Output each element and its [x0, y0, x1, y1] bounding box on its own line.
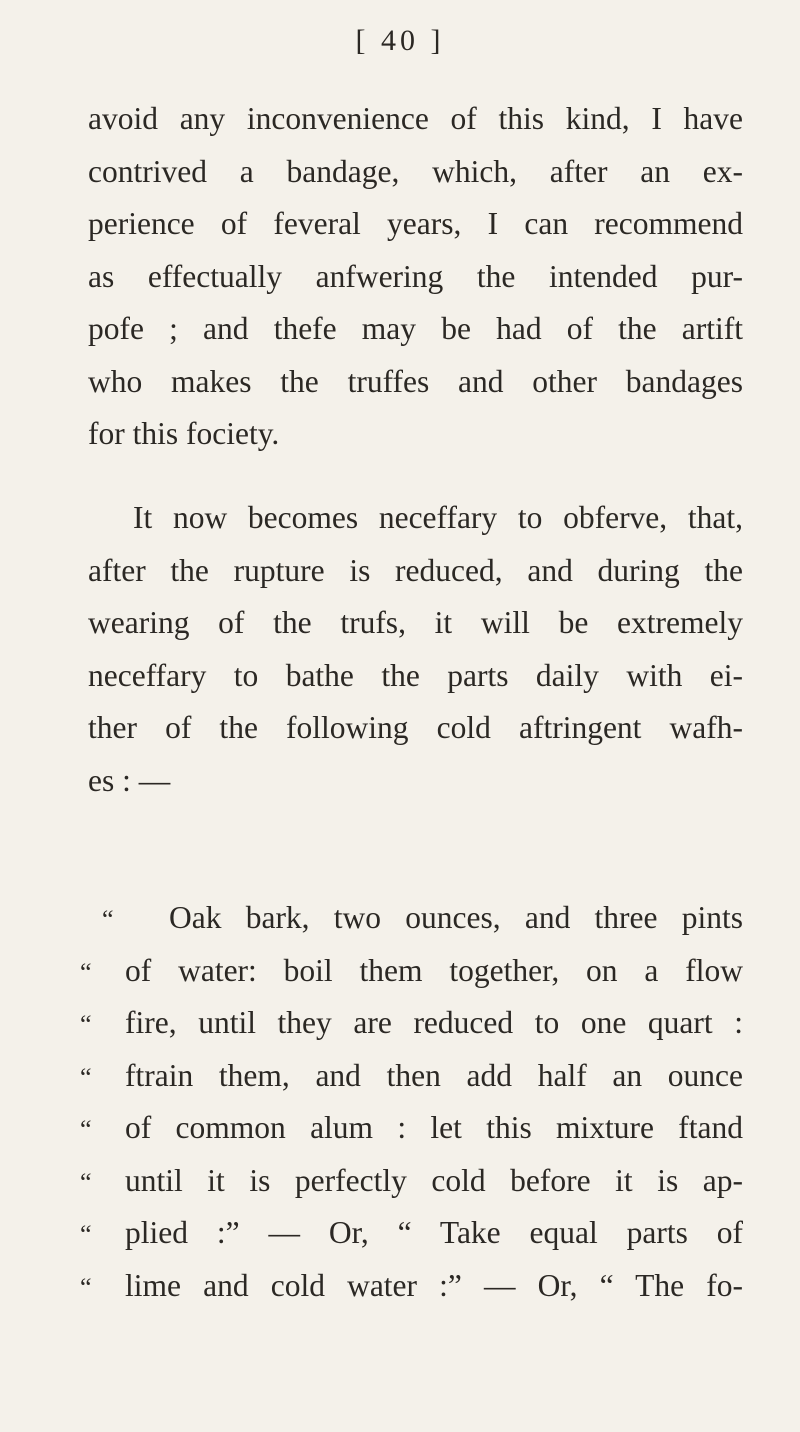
quote-text: until it is perfectly cold before it is ap-: [125, 1162, 743, 1198]
quote-text: ftrain them, and then add half an ounce: [125, 1057, 743, 1093]
text-line: who makes the truffes and other bandages: [88, 363, 743, 399]
quote-line: [80, 892, 743, 945]
text-line: contrived a bandage, which, after an ex-: [88, 153, 743, 189]
quote-mark: “: [80, 1167, 92, 1197]
quote-mark: “: [80, 1115, 92, 1144]
quote-text: of common alum : let this mixture ftand: [125, 1110, 743, 1145]
quote-mark: “: [80, 1220, 92, 1249]
quote-mark: “: [102, 905, 114, 934]
quote-mark: “: [80, 1272, 92, 1302]
quote-line: [80, 997, 743, 1050]
text-line: as effectually anfwering the intended pur-: [88, 258, 743, 294]
quote-mark: “: [80, 1062, 92, 1092]
text-line: perience of feveral years, I can recommend: [88, 206, 743, 241]
text-line: neceffary to bathe the parts daily with ei-: [88, 657, 743, 693]
recipe-quotation: [80, 892, 743, 1312]
text-line: It now becomes neceffary to obferve, that,: [133, 500, 743, 535]
quote-line: [80, 1155, 743, 1208]
text-line: pofe ; and thefe may be had of the artift: [88, 311, 743, 346]
quote-text: Oak bark, two ounces, and three pints: [169, 900, 743, 935]
quote-line: [80, 1102, 743, 1155]
quote-text: plied :” — Or, “ Take equal parts of: [125, 1215, 743, 1250]
quote-mark: “: [80, 957, 92, 987]
text-line: es : —: [88, 762, 171, 798]
quote-text: of water: boil them together, on a flow: [125, 952, 743, 988]
quote-line: [80, 945, 743, 998]
page-number: [ 40 ]: [355, 24, 445, 57]
text-line: ther of the following cold aftringent wafh-: [88, 710, 743, 745]
quote-line: [80, 1050, 743, 1103]
paragraph-washes: [88, 492, 743, 807]
text-line: avoid any inconvenience of this kind, I have: [88, 101, 743, 136]
quote-mark: “: [80, 1010, 92, 1039]
text-line: after the rupture is reduced, and during the: [88, 552, 743, 588]
paragraph-bandage: [88, 93, 743, 461]
quote-text: fire, until they are reduced to one quart :: [125, 1005, 743, 1040]
quote-line: [80, 1260, 743, 1313]
text-line: wearing of the trufs, it will be extremely: [88, 605, 743, 640]
text-line: for this fociety.: [88, 416, 280, 451]
quote-line: [80, 1207, 743, 1260]
quote-text: lime and cold water :” — Or, “ The fo-: [125, 1267, 743, 1303]
